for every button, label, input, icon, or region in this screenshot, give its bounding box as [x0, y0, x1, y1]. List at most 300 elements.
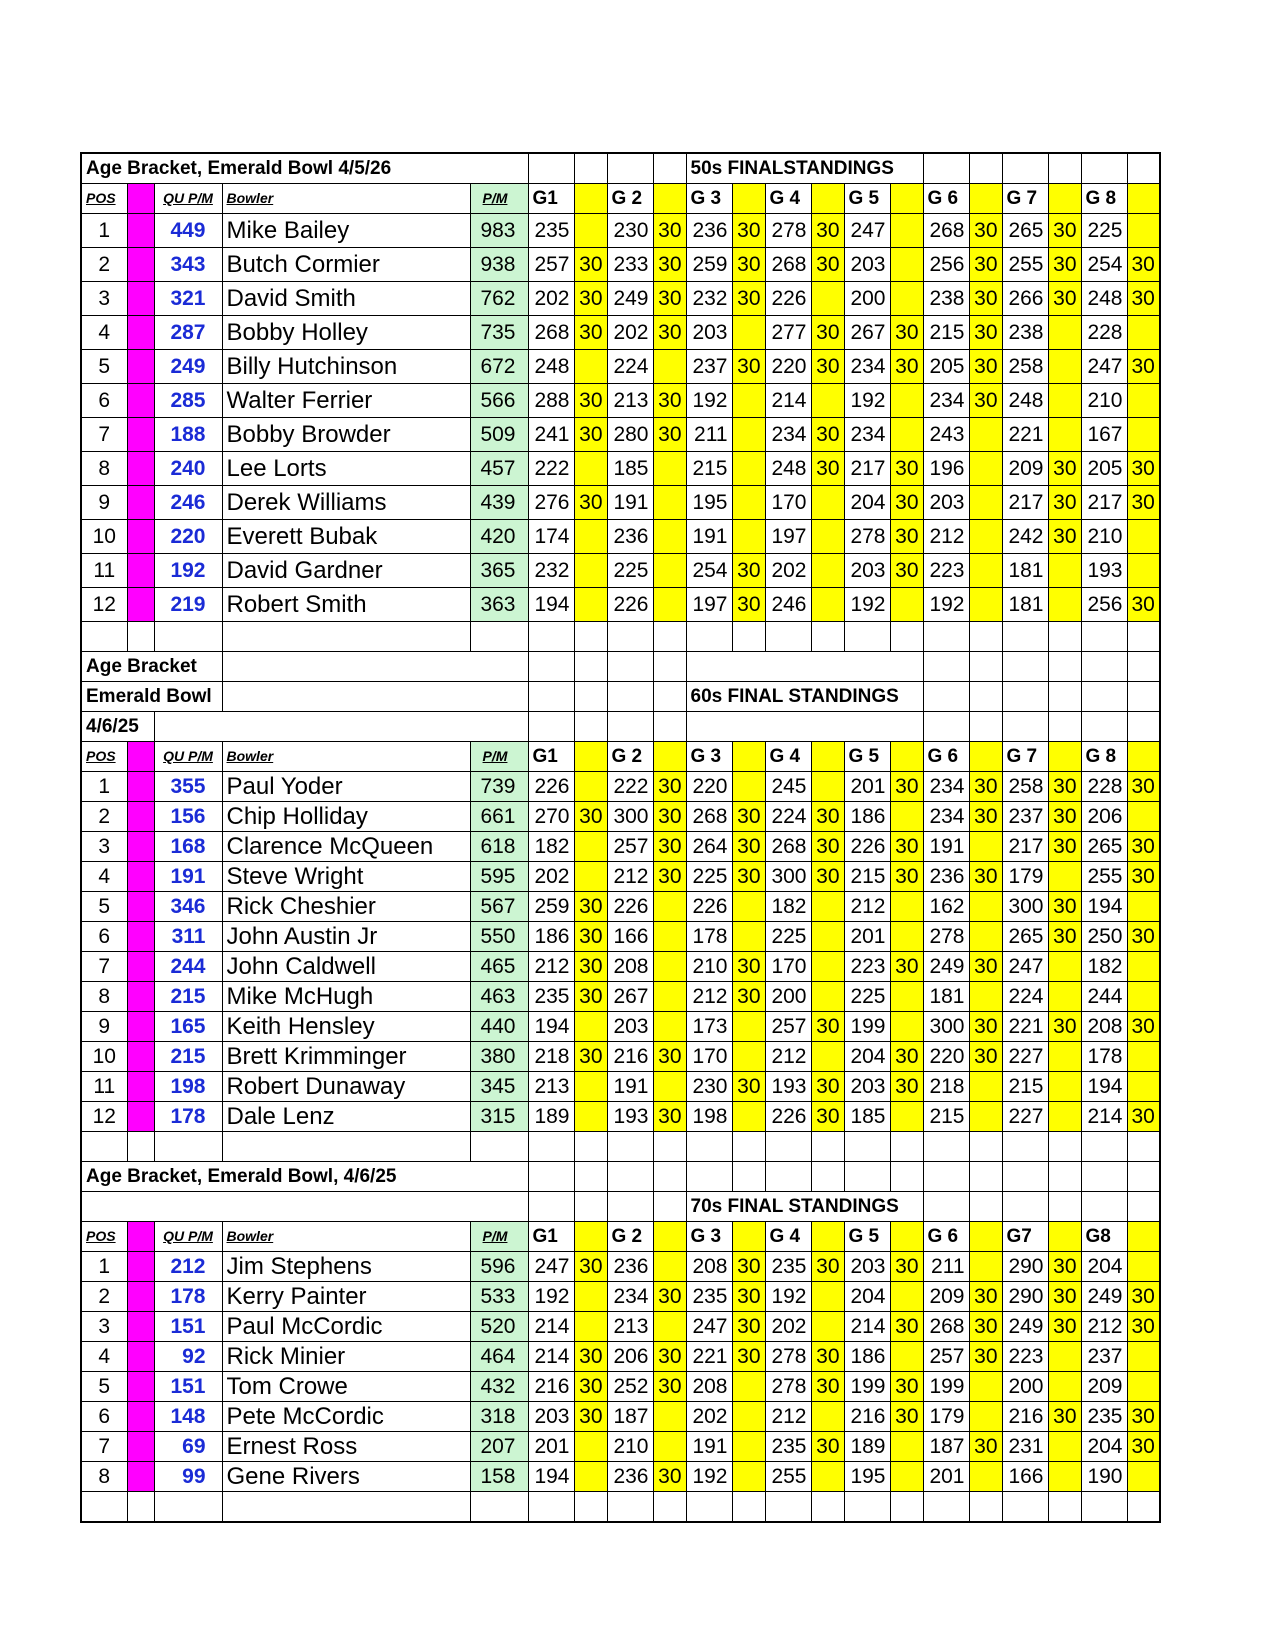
bonus-score: 30: [1048, 1312, 1081, 1342]
bonus-score: [732, 486, 765, 520]
empty-cell: [528, 652, 574, 682]
bonus-score: 30: [653, 1042, 686, 1072]
game-score: 255: [765, 1462, 811, 1492]
empty-cell: [1127, 622, 1160, 652]
bonus-score: 30: [969, 1042, 1002, 1072]
game-score: 197: [765, 520, 811, 554]
game-score: 190: [1081, 1462, 1127, 1492]
game-score: 189: [528, 1102, 574, 1132]
game-score: 268: [528, 316, 574, 350]
game-score: 217: [1002, 486, 1048, 520]
empty-cell: [969, 682, 1002, 712]
pm-cell: 983: [470, 214, 528, 248]
bonus-score: [653, 922, 686, 952]
game-score: 235: [528, 214, 574, 248]
game-score: 258: [1002, 350, 1048, 384]
game-score: 199: [923, 1372, 969, 1402]
bonus-score: [969, 892, 1002, 922]
bonus-score: [574, 520, 607, 554]
qualifying-pm-cell: 321: [154, 282, 222, 316]
bowler-name: Dale Lenz: [222, 1102, 470, 1132]
bonus-header: [1048, 742, 1081, 772]
bowler-row: [81, 922, 1160, 952]
bowler-name: David Smith: [222, 282, 470, 316]
game-score: 199: [844, 1012, 890, 1042]
bonus-score: 30: [969, 384, 1002, 418]
pm-header: P/M: [470, 742, 528, 772]
position-cell: 9: [81, 1012, 127, 1042]
bonus-score: 30: [811, 1432, 844, 1462]
marker-cell: [127, 772, 154, 802]
bonus-score: [653, 520, 686, 554]
position-cell: 3: [81, 1312, 127, 1342]
bonus-score: [574, 1012, 607, 1042]
bowler-name: Bobby Holley: [222, 316, 470, 350]
game-score: 203: [844, 1252, 890, 1282]
empty-cell: [607, 1132, 653, 1162]
game-score: 210: [607, 1432, 653, 1462]
game-score: 208: [686, 1252, 732, 1282]
pm-cell: 318: [470, 1402, 528, 1432]
bonus-score: 30: [1048, 922, 1081, 952]
game-score: 203: [607, 1012, 653, 1042]
bonus-score: 30: [1127, 1402, 1160, 1432]
position-cell: 10: [81, 520, 127, 554]
game-header: G 8: [1081, 184, 1127, 214]
empty-cell: [1048, 1192, 1081, 1222]
game-score: 203: [844, 1072, 890, 1102]
bowler-header: Bowler: [222, 742, 470, 772]
bonus-score: [1127, 316, 1160, 350]
bonus-score: [811, 282, 844, 316]
bowler-row: [81, 1042, 1160, 1072]
game-score: 235: [686, 1282, 732, 1312]
game-score: 212: [765, 1402, 811, 1432]
qualifying-pm-cell: 191: [154, 862, 222, 892]
empty-cell: [222, 1132, 470, 1162]
empty-cell: [574, 1132, 607, 1162]
bonus-score: 30: [653, 1342, 686, 1372]
marker-cell: [127, 588, 154, 622]
bonus-score: [811, 1402, 844, 1432]
empty-cell: [528, 1492, 574, 1523]
game-score: 206: [1081, 802, 1127, 832]
bowler-row: [81, 1462, 1160, 1492]
bonus-score: 30: [1127, 1012, 1160, 1042]
marker-cell: [127, 184, 154, 214]
pm-cell: 595: [470, 862, 528, 892]
game-score: 166: [607, 922, 653, 952]
marker-cell: [127, 1342, 154, 1372]
game-score: 192: [765, 1282, 811, 1312]
bonus-score: 30: [969, 316, 1002, 350]
qu-header: QU P/M: [154, 1222, 222, 1252]
game-score: 225: [1081, 214, 1127, 248]
game-score: 218: [923, 1072, 969, 1102]
game-score: 186: [844, 802, 890, 832]
bonus-score: 30: [969, 1342, 1002, 1372]
marker-cell: [127, 1282, 154, 1312]
bowler-name: Brett Krimminger: [222, 1042, 470, 1072]
bonus-score: [1048, 1342, 1081, 1372]
game-score: 209: [1081, 1372, 1127, 1402]
game-score: 185: [607, 452, 653, 486]
game-score: 189: [844, 1432, 890, 1462]
bonus-header: [653, 742, 686, 772]
empty-cell: [1081, 1192, 1127, 1222]
bonus-score: [811, 384, 844, 418]
pos-header: POS: [81, 184, 127, 214]
bonus-score: 30: [732, 952, 765, 982]
bowler-row: [81, 452, 1160, 486]
empty-cell: [154, 712, 528, 742]
empty-cell: [765, 622, 811, 652]
bonus-score: [969, 452, 1002, 486]
empty-cell: [1002, 682, 1048, 712]
game-score: 181: [1002, 588, 1048, 622]
bowler-row: [81, 1252, 1160, 1282]
game-score: 212: [607, 862, 653, 892]
marker-cell: [127, 922, 154, 952]
bonus-score: [969, 1252, 1002, 1282]
bonus-score: 30: [653, 316, 686, 350]
game-score: 256: [923, 248, 969, 282]
empty-cell: [686, 1162, 732, 1192]
bowler-row: [81, 486, 1160, 520]
empty-cell: [686, 1492, 732, 1523]
game-score: 267: [844, 316, 890, 350]
game-score: 213: [528, 1072, 574, 1102]
bonus-score: 30: [890, 1042, 923, 1072]
game-score: 192: [844, 588, 890, 622]
position-cell: 8: [81, 982, 127, 1012]
bowler-row: [81, 350, 1160, 384]
bonus-score: 30: [1127, 282, 1160, 316]
pm-cell: 465: [470, 952, 528, 982]
game-score: 238: [1002, 316, 1048, 350]
game-header: G1: [528, 742, 574, 772]
empty-cell: [607, 1162, 653, 1192]
bonus-score: 30: [574, 892, 607, 922]
bonus-score: [811, 554, 844, 588]
empty-cell: [1127, 1132, 1160, 1162]
bonus-score: [969, 922, 1002, 952]
game-score: 270: [528, 802, 574, 832]
game-score: 226: [607, 588, 653, 622]
empty-cell: [1048, 622, 1081, 652]
bonus-score: [732, 1462, 765, 1492]
game-score: 226: [765, 1102, 811, 1132]
game-score: 192: [686, 1462, 732, 1492]
empty-cell: [686, 652, 923, 682]
bonus-score: [1127, 892, 1160, 922]
bonus-score: [890, 1012, 923, 1042]
game-score: 236: [607, 1252, 653, 1282]
bonus-score: 30: [732, 1312, 765, 1342]
bowler-name: Walter Ferrier: [222, 384, 470, 418]
empty-cell: [81, 622, 127, 652]
bonus-score: 30: [653, 418, 686, 452]
game-score: 223: [923, 554, 969, 588]
bowler-name: Mike McHugh: [222, 982, 470, 1012]
position-cell: 12: [81, 588, 127, 622]
game-score: 221: [1002, 418, 1048, 452]
game-score: 204: [1081, 1432, 1127, 1462]
empty-cell: [1127, 153, 1160, 184]
bonus-score: 30: [574, 1252, 607, 1282]
qualifying-pm-cell: 219: [154, 588, 222, 622]
empty-cell: [1002, 1162, 1048, 1192]
standings-table: [80, 152, 1161, 1523]
empty-cell: [811, 1132, 844, 1162]
bonus-score: 30: [969, 802, 1002, 832]
game-score: 290: [1002, 1282, 1048, 1312]
game-score: 191: [923, 832, 969, 862]
bonus-score: [969, 1372, 1002, 1402]
game-score: 254: [1081, 248, 1127, 282]
game-score: 220: [686, 772, 732, 802]
empty-cell: [528, 682, 574, 712]
bonus-score: [890, 1282, 923, 1312]
empty-cell: [844, 1492, 890, 1523]
game-score: 205: [1081, 452, 1127, 486]
bowler-row: [81, 418, 1160, 452]
bonus-score: [732, 1402, 765, 1432]
empty-cell: [1127, 712, 1160, 742]
game-score: 181: [1002, 554, 1048, 588]
bonus-score: [1048, 350, 1081, 384]
bowler-name: Paul McCordic: [222, 1312, 470, 1342]
bowler-row: [81, 214, 1160, 248]
empty-cell: [607, 1192, 653, 1222]
empty-cell: [574, 1162, 607, 1192]
position-cell: 8: [81, 452, 127, 486]
game-score: 224: [607, 350, 653, 384]
bonus-score: [969, 418, 1002, 452]
bonus-score: [811, 1282, 844, 1312]
bonus-score: 30: [732, 1072, 765, 1102]
game-score: 200: [1002, 1372, 1048, 1402]
game-score: 179: [923, 1402, 969, 1432]
bonus-score: 30: [969, 248, 1002, 282]
game-score: 268: [923, 214, 969, 248]
game-score: 210: [686, 952, 732, 982]
bonus-score: 30: [890, 452, 923, 486]
game-score: 202: [528, 862, 574, 892]
bonus-score: [574, 1462, 607, 1492]
game-score: 234: [923, 384, 969, 418]
empty-cell: [222, 622, 470, 652]
pm-cell: 345: [470, 1072, 528, 1102]
game-score: 218: [528, 1042, 574, 1072]
empty-cell: [1081, 1162, 1127, 1192]
bowler-name: Mike Bailey: [222, 214, 470, 248]
bonus-score: [732, 520, 765, 554]
bonus-score: [811, 1042, 844, 1072]
game-header: G 3: [686, 742, 732, 772]
qualifying-pm-cell: 311: [154, 922, 222, 952]
bonus-score: [653, 1432, 686, 1462]
empty-cell: [969, 153, 1002, 184]
bonus-score: [1048, 982, 1081, 1012]
empty-cell: [81, 1192, 528, 1222]
game-score: 245: [765, 772, 811, 802]
bonus-header: [653, 1222, 686, 1252]
qualifying-pm-cell: 215: [154, 1042, 222, 1072]
game-score: 216: [844, 1402, 890, 1432]
game-score: 233: [607, 248, 653, 282]
position-cell: 4: [81, 862, 127, 892]
game-score: 217: [1002, 832, 1048, 862]
empty-cell: [222, 652, 528, 682]
empty-cell: [923, 1162, 969, 1192]
game-score: 166: [1002, 1462, 1048, 1492]
bonus-score: 30: [653, 862, 686, 892]
bonus-score: [653, 588, 686, 622]
marker-cell: [127, 1402, 154, 1432]
empty-cell: [607, 712, 653, 742]
game-score: 226: [686, 892, 732, 922]
section-title-row: [81, 1162, 1160, 1192]
game-score: 202: [765, 554, 811, 588]
game-score: 249: [1081, 1282, 1127, 1312]
empty-cell: [923, 682, 969, 712]
empty-cell: [653, 153, 686, 184]
bonus-header: [890, 1222, 923, 1252]
bonus-score: 30: [653, 1102, 686, 1132]
game-score: 192: [528, 1282, 574, 1312]
position-cell: 3: [81, 282, 127, 316]
empty-cell: [765, 1132, 811, 1162]
game-score: 212: [528, 952, 574, 982]
standings-title: 70s FINAL STANDINGS: [686, 1192, 923, 1222]
bonus-score: [574, 214, 607, 248]
game-score: 268: [686, 802, 732, 832]
bonus-score: [811, 952, 844, 982]
bonus-score: 30: [1127, 452, 1160, 486]
bonus-score: 30: [890, 952, 923, 982]
qualifying-pm-cell: 178: [154, 1282, 222, 1312]
bonus-score: 30: [653, 1372, 686, 1402]
game-score: 170: [765, 952, 811, 982]
bonus-score: [732, 1102, 765, 1132]
game-score: 211: [923, 1252, 969, 1282]
bonus-score: [890, 982, 923, 1012]
game-header: G 2: [607, 742, 653, 772]
marker-cell: [127, 554, 154, 588]
spacer-row: [81, 1132, 1160, 1162]
game-score: 214: [765, 384, 811, 418]
bonus-score: 30: [732, 1282, 765, 1312]
empty-cell: [811, 1162, 844, 1192]
position-cell: 2: [81, 248, 127, 282]
bonus-score: 30: [1127, 350, 1160, 384]
position-cell: 11: [81, 1072, 127, 1102]
bonus-score: [1048, 1372, 1081, 1402]
position-cell: 1: [81, 214, 127, 248]
game-score: 191: [686, 1432, 732, 1462]
marker-cell: [127, 802, 154, 832]
game-score: 280: [607, 418, 653, 452]
bonus-score: [1048, 384, 1081, 418]
position-cell: 6: [81, 922, 127, 952]
bonus-score: 30: [1127, 832, 1160, 862]
game-score: 209: [1002, 452, 1048, 486]
pm-cell: 672: [470, 350, 528, 384]
empty-cell: [1002, 1132, 1048, 1162]
bonus-score: [811, 772, 844, 802]
bonus-score: 30: [890, 832, 923, 862]
bonus-score: 30: [732, 248, 765, 282]
bonus-score: 30: [1127, 1312, 1160, 1342]
empty-cell: [923, 622, 969, 652]
bonus-score: 30: [1127, 922, 1160, 952]
bonus-score: 30: [653, 248, 686, 282]
qualifying-pm-cell: 92: [154, 1342, 222, 1372]
game-score: 249: [607, 282, 653, 316]
game-score: 300: [923, 1012, 969, 1042]
qualifying-pm-cell: 449: [154, 214, 222, 248]
game-score: 246: [765, 588, 811, 622]
marker-cell: [127, 952, 154, 982]
game-score: 193: [1081, 554, 1127, 588]
empty-cell: [653, 652, 686, 682]
empty-cell: [528, 1192, 574, 1222]
game-score: 278: [765, 214, 811, 248]
game-score: 235: [528, 982, 574, 1012]
position-cell: 7: [81, 952, 127, 982]
bonus-score: 30: [811, 1342, 844, 1372]
bonus-score: 30: [890, 862, 923, 892]
bonus-score: [653, 350, 686, 384]
bonus-score: 30: [732, 862, 765, 892]
game-score: 215: [1002, 1072, 1048, 1102]
bonus-score: 30: [1048, 772, 1081, 802]
game-score: 191: [686, 520, 732, 554]
bonus-header: [732, 742, 765, 772]
bowler-row: [81, 316, 1160, 350]
game-score: 222: [607, 772, 653, 802]
game-score: 211: [686, 418, 732, 452]
game-score: 203: [844, 248, 890, 282]
game-score: 215: [686, 452, 732, 486]
game-score: 215: [844, 862, 890, 892]
bonus-score: [653, 1012, 686, 1042]
empty-cell: [1127, 652, 1160, 682]
bonus-score: 30: [811, 1372, 844, 1402]
bonus-score: 30: [811, 862, 844, 892]
section-title-row: [81, 153, 1160, 184]
bonus-score: [653, 1312, 686, 1342]
empty-cell: [574, 712, 607, 742]
game-score: 268: [765, 248, 811, 282]
qualifying-pm-cell: 285: [154, 384, 222, 418]
game-score: 187: [607, 1402, 653, 1432]
bonus-score: 30: [1048, 520, 1081, 554]
bonus-score: 30: [574, 384, 607, 418]
bonus-score: 30: [732, 350, 765, 384]
game-score: 192: [844, 384, 890, 418]
bonus-score: [1127, 1252, 1160, 1282]
game-score: 208: [686, 1372, 732, 1402]
game-score: 192: [686, 384, 732, 418]
pm-header: P/M: [470, 1222, 528, 1252]
marker-cell: [127, 832, 154, 862]
position-cell: 2: [81, 1282, 127, 1312]
bowler-row: [81, 1342, 1160, 1372]
bonus-score: 30: [1048, 282, 1081, 316]
bowler-row: [81, 248, 1160, 282]
